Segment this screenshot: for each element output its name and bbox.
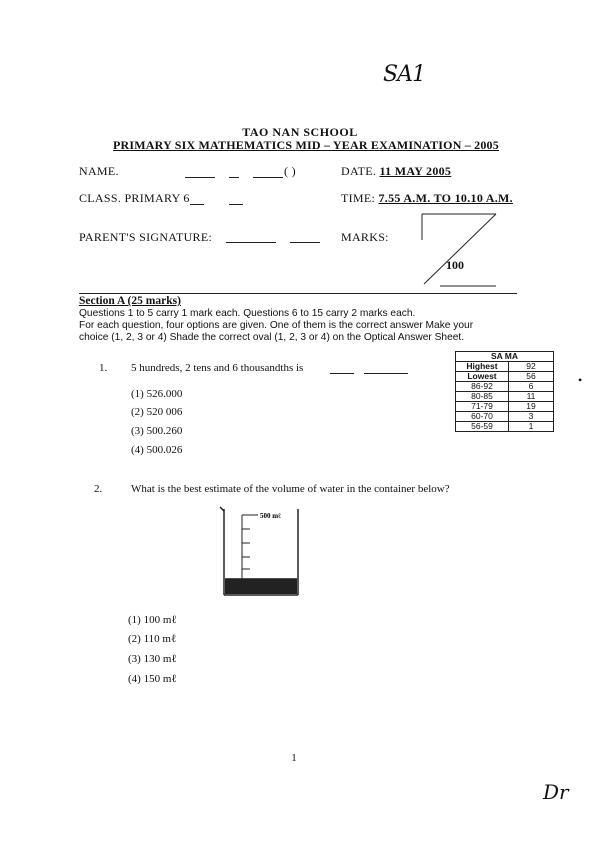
question-1-option-1: (1) 526.000 <box>131 388 183 400</box>
stats-row-range <box>456 422 554 432</box>
date-label <box>341 164 451 179</box>
stats-row-range <box>456 382 554 392</box>
date-label-text: DATE. <box>341 164 377 178</box>
question-1-option-3: (3) 500.260 <box>131 425 183 437</box>
marks-label: MARKS: <box>341 230 389 244</box>
signature-blank-2[interactable] <box>290 242 320 243</box>
handwritten-initials: Dr <box>543 780 569 804</box>
beaker-capacity-label: 500 mℓ <box>260 512 281 520</box>
section-heading: Section A (25 marks) <box>79 295 181 307</box>
marks-box <box>420 212 498 288</box>
stats-row-label: 80-85 <box>456 392 509 402</box>
marks-total: 100 <box>446 258 464 272</box>
time-label <box>341 191 513 206</box>
question-2-text: What is the best estimate of the volume of water in the container below? <box>131 483 450 495</box>
question-1-blank-2 <box>364 373 408 374</box>
stats-row-value: 1 <box>509 422 554 432</box>
stats-row-value: 19 <box>509 402 554 412</box>
name-label: NAME. <box>79 164 119 178</box>
time-label-text: TIME: <box>341 191 376 205</box>
stats-row-range <box>456 402 554 412</box>
stats-row-value: 92 <box>509 362 554 372</box>
date-value: 11 MAY 2005 <box>379 164 452 178</box>
name-blank-1[interactable] <box>185 177 215 178</box>
stats-row-range <box>456 392 554 402</box>
stats-row-highest <box>456 362 554 372</box>
stats-row-label: 86-92 <box>456 382 509 392</box>
name-blank-3[interactable] <box>253 177 283 178</box>
signature-blank-1[interactable] <box>226 242 276 243</box>
water-level <box>225 578 297 594</box>
school-name: TAO NAN SCHOOL <box>242 125 358 139</box>
question-1-option-4: (4) 500.026 <box>131 444 183 456</box>
stats-row-lowest <box>456 372 554 382</box>
question-1-number: 1. <box>99 362 108 374</box>
instruction-line-3: choice (1, 2, 3 or 4) Shade the correct oval (1, 2, 3 or 4) on the Optical Answer Sheet. <box>79 332 465 343</box>
question-1-option-2: (2) 520 006 <box>131 406 183 418</box>
stats-table-header-row <box>456 352 554 362</box>
question-1-text: 5 hundreds, 2 tens and 6 thousandths is <box>131 362 304 374</box>
question-2-option-1: (1) 100 mℓ <box>128 614 177 626</box>
measuring-beaker-figure <box>218 505 304 597</box>
class-blank-2[interactable] <box>229 204 243 205</box>
stats-row-value: 11 <box>509 392 554 402</box>
page-number: 1 <box>291 752 297 764</box>
handwritten-corner-mark: SA1 <box>383 62 425 87</box>
register-number-paren: ( ) <box>284 164 296 178</box>
stats-row-value: 56 <box>509 372 554 382</box>
stats-row-label: 60-70 <box>456 412 509 422</box>
exam-title: PRIMARY SIX MATHEMATICS MID – YEAR EXAMINATION – 2005 <box>113 138 499 152</box>
question-2-option-4: (4) 150 mℓ <box>128 673 177 685</box>
question-1-blank-1 <box>330 373 354 374</box>
question-2-option-2: (2) 110 mℓ <box>128 633 177 645</box>
stats-table-header: SA MA <box>456 352 554 362</box>
instruction-line-2: For each question, four options are given. One of them is the correct answer Make your <box>79 320 474 331</box>
score-stats-table <box>455 351 554 432</box>
stats-row-label: Lowest <box>456 372 509 382</box>
stray-mark: • <box>578 373 583 387</box>
stats-row-label: 71-79 <box>456 402 509 412</box>
stats-row-range <box>456 412 554 422</box>
instruction-line-1: Questions 1 to 5 carry 1 mark each. Questions 6 to 15 carry 2 marks each. <box>79 308 416 319</box>
parent-signature-label: PARENT'S SIGNATURE: <box>79 230 213 244</box>
section-divider <box>79 293 517 294</box>
name-blank-2[interactable] <box>229 177 239 178</box>
question-2-option-3: (3) 130 mℓ <box>128 653 177 665</box>
stats-row-label: 56-59 <box>456 422 509 432</box>
class-blank-1[interactable] <box>190 204 204 205</box>
stats-row-value: 6 <box>509 382 554 392</box>
stats-row-value: 3 <box>509 412 554 422</box>
class-label: CLASS. PRIMARY 6 <box>79 191 190 205</box>
stats-row-label: Highest <box>456 362 509 372</box>
time-value: 7.55 A.M. TO 10.10 A.M. <box>378 191 513 205</box>
question-2-number: 2. <box>94 483 103 495</box>
